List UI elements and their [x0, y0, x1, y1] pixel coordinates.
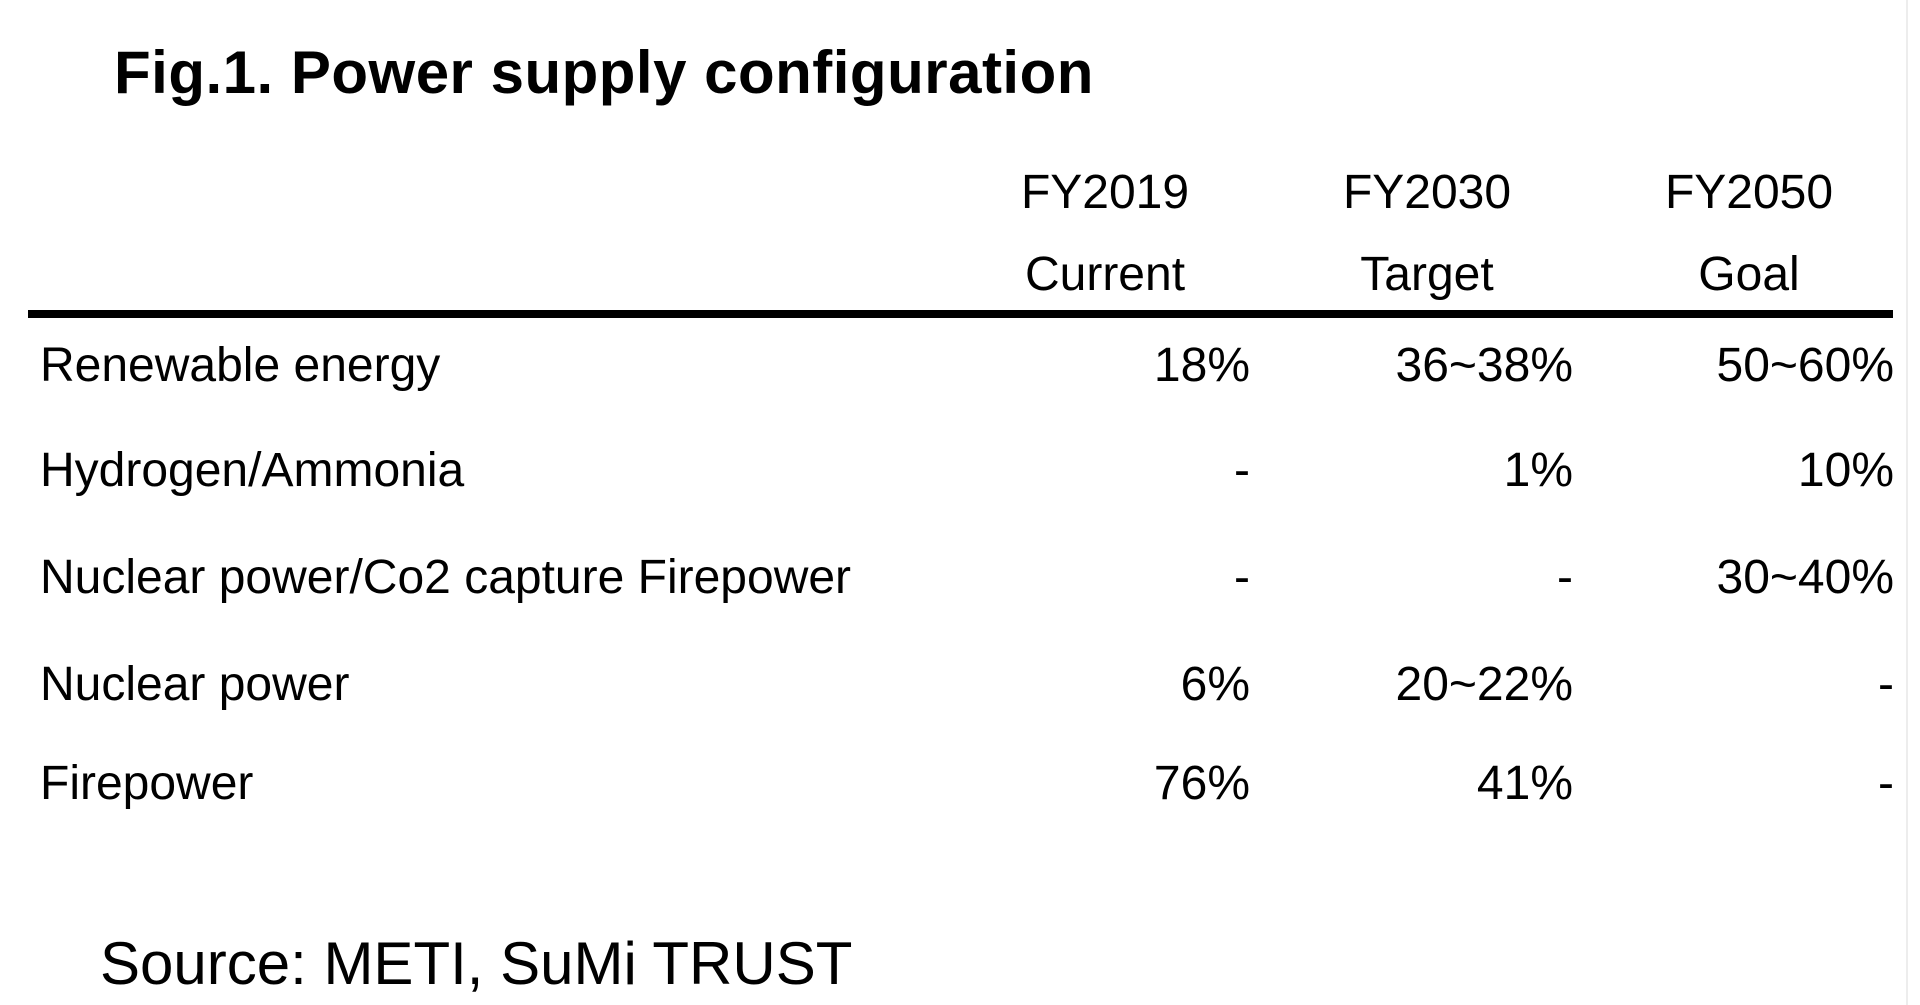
- row-label-firepower: Firepower: [40, 757, 254, 810]
- cell-renewable-fy2019: 18%: [1153, 339, 1250, 392]
- column-header-year-fy2050: FY2050: [1664, 166, 1834, 219]
- column-header-target: Target: [1360, 248, 1494, 301]
- cell-renewable-fy2050: 50~60%: [1716, 339, 1894, 392]
- header-divider-rule: [28, 310, 1893, 318]
- row-label-nuclear-co2-capture: Nuclear power/Co2 capture Firepower: [40, 551, 852, 604]
- row-label-nuclear-power: Nuclear power: [40, 658, 350, 711]
- page-right-edge-line: [1906, 0, 1908, 1005]
- figure-title: Fig.1. Power supply configuration: [114, 39, 1094, 106]
- cell-nuclear-co2-fy2019: -: [1234, 551, 1250, 604]
- cell-nuclear-co2-fy2030: -: [1557, 551, 1573, 604]
- cell-renewable-fy2030: 36~38%: [1395, 339, 1573, 392]
- column-header-current: Current: [1024, 248, 1186, 301]
- row-label-hydrogen-ammonia: Hydrogen/Ammonia: [40, 444, 465, 497]
- row-label-renewable-energy: Renewable energy: [40, 339, 441, 392]
- cell-nuclear-co2-fy2050: 30~40%: [1716, 551, 1894, 604]
- cell-firepower-fy2050: -: [1878, 757, 1894, 810]
- cell-firepower-fy2030: 41%: [1476, 757, 1573, 810]
- column-header-year-fy2030: FY2030: [1342, 166, 1512, 219]
- cell-hydrogen-fy2030: 1%: [1503, 444, 1573, 497]
- cell-nuclear-fy2019: 6%: [1180, 658, 1250, 711]
- source-line: Source: METI, SuMi TRUST: [100, 930, 853, 997]
- cell-hydrogen-fy2019: -: [1234, 444, 1250, 497]
- cell-nuclear-fy2050: -: [1878, 658, 1894, 711]
- cell-hydrogen-fy2050: 10%: [1797, 444, 1894, 497]
- cell-nuclear-fy2030: 20~22%: [1395, 658, 1573, 711]
- column-header-year-fy2019: FY2019: [1020, 166, 1190, 219]
- cell-firepower-fy2019: 76%: [1153, 757, 1250, 810]
- column-header-goal: Goal: [1698, 248, 1800, 301]
